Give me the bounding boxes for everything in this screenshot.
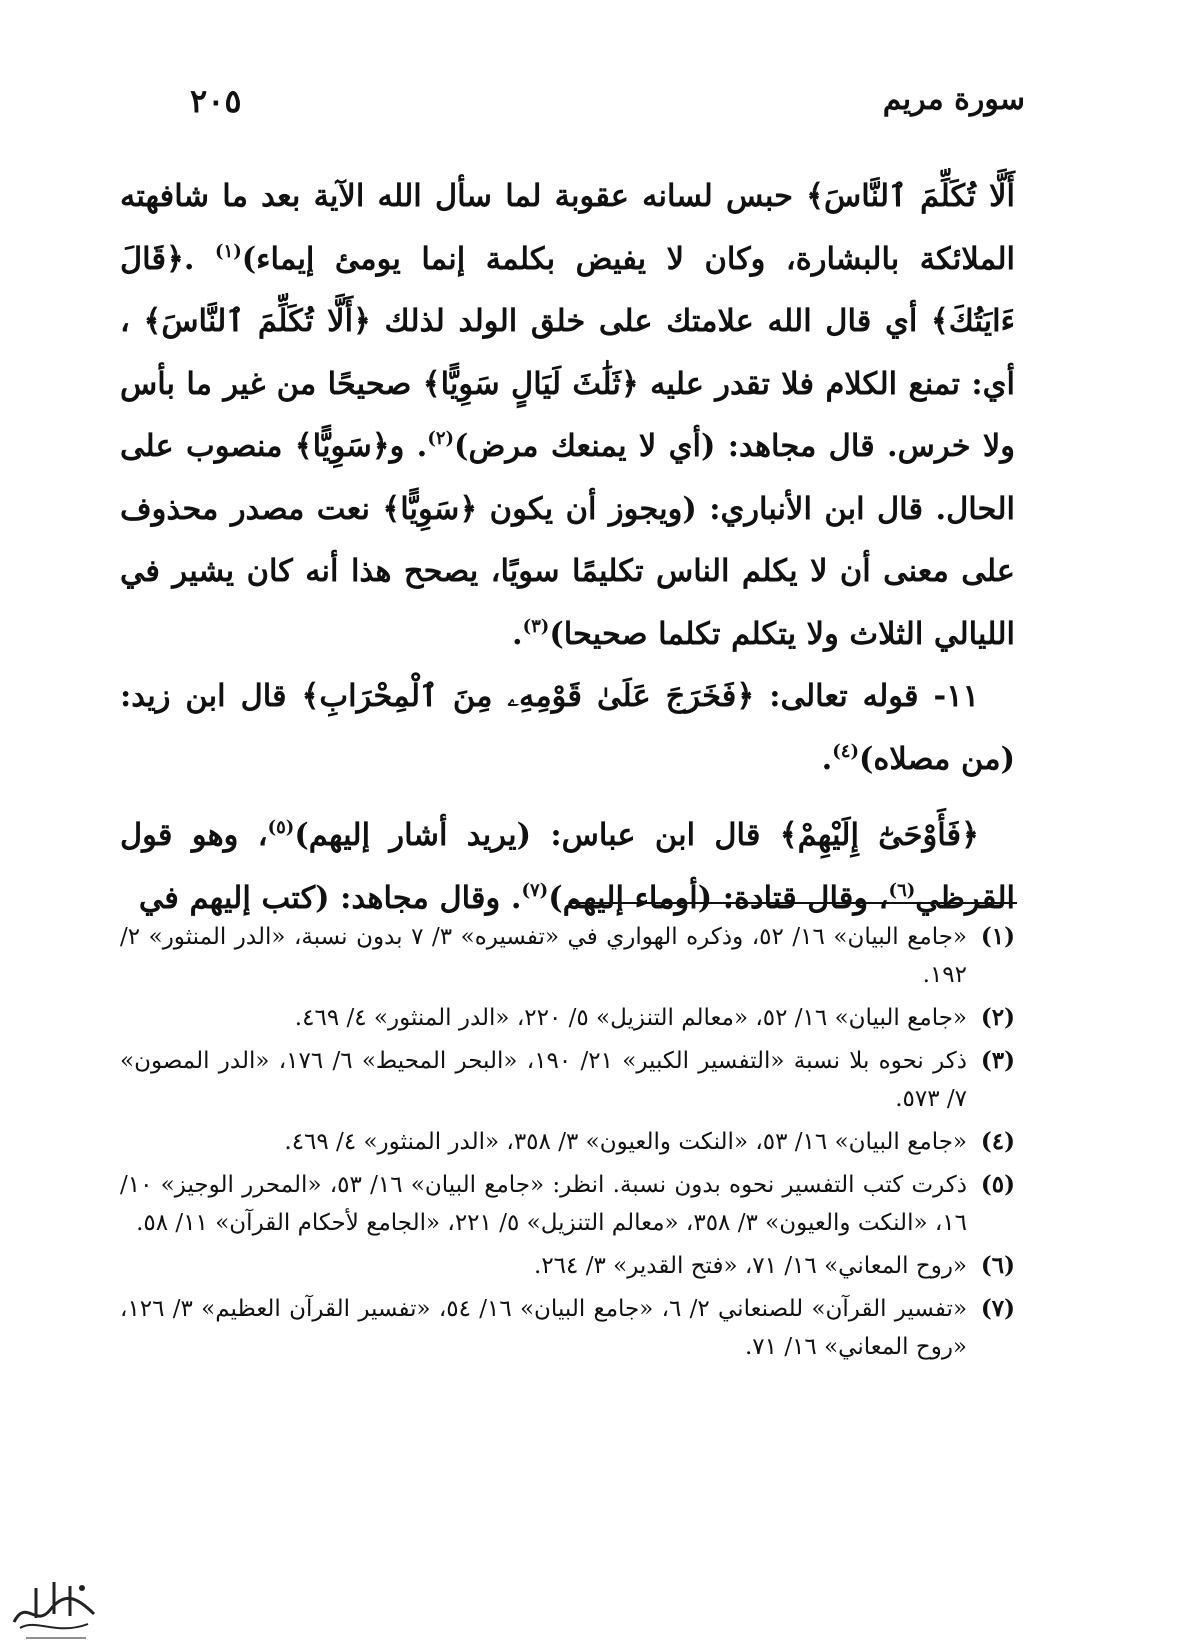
footnote-ref: (٣) (522, 615, 550, 637)
footnote-item (120, 1247, 1015, 1285)
footnote-text: «جامع البيان» ١٦/ ٥٣، «النكت والعيون» ٣/ ٣٥٨، «الدر المنثور» ٤/ ٤٦٩. (284, 1129, 967, 1155)
footnote-ref: (٤) (832, 740, 859, 762)
footnote-ref: (٧) (521, 879, 549, 901)
text-segment: ﴿فَأَوْحَىٰٓ إِلَيْهِمْ﴾ قال ابن عباس: (يريد أشار إليهم) (294, 817, 980, 853)
text-segment: . (821, 740, 833, 777)
footnote-item (120, 1290, 1015, 1366)
footnote-item (120, 1123, 1015, 1161)
text-segment: ، وقال قتادة: (أوماء إليهم) (548, 879, 889, 916)
footnote-text: ذكرت كتب التفسير نحوه بدون نسبة. انظر: «جامع البيان» ١٦/ ٥٣، «المحرر الوجيز» ١٠/ ١٦، «النكت والعيون» ٣/ ٣٥٨، «معالم التنزيل» ٥/ ٢٢١، «الجامع لأحكام القرآن» ١١/ ٥٨. (120, 1172, 967, 1236)
footnote-number: (٣) (980, 1047, 1015, 1074)
footnote-ref: (١) (215, 240, 242, 262)
text-segment: . (511, 615, 523, 652)
footnote-number: (٧) (980, 1295, 1015, 1322)
footnote-ref: (٢) (427, 428, 455, 449)
text-segment: ١١- قوله تعالى: ﴿فَخَرَجَ عَلَىٰ قَوْمِهِۦ مِنَ ٱلْمِحْرَابِ﴾ قال ابن زيد: (من مصلاه) (120, 678, 1015, 777)
footnote-text: ذكر نحوه بلا نسبة «التفسير الكبير» ٢١/ ١٩٠، «البحر المحيط» ٦/ ١٧٦، «الدر المصون» ٧/ ٥٧٣. (120, 1048, 967, 1112)
paragraph-2 (120, 665, 1015, 790)
footnotes (120, 918, 1015, 1371)
footnote-item (120, 918, 1015, 994)
paragraph-3 (120, 804, 1015, 929)
paragraph-1 (120, 165, 1015, 665)
footnote-item (120, 999, 1015, 1037)
footnote-number: (٥) (980, 1171, 1015, 1198)
footnote-text: «روح المعاني» ١٦/ ٧١، «فتح القدير» ٣/ ٢٦٤. (534, 1253, 967, 1279)
text-segment: أَلَّا تُكَلِّمَ ٱلنَّاسَ﴾ حبس لسانه عقوبة لما سأل الله الآية بعد ما شافهته الملائكة بالبشارة، وكان لا يفيض بكلمة إنما يومئ إيماء) (120, 178, 1015, 277)
footnote-item (120, 1166, 1015, 1242)
main-text (120, 165, 1015, 929)
page-header (190, 82, 1025, 132)
text-segment: ، وهو قول القرظي (120, 817, 1015, 916)
footnote-number: (٤) (980, 1128, 1015, 1155)
footnote-number: (٢) (980, 1004, 1015, 1031)
footnote-number: (١) (980, 923, 1015, 950)
footnote-item (120, 1042, 1015, 1118)
footnote-ref: (٥) (267, 817, 295, 838)
page-number: ٢٠٥ (190, 82, 242, 120)
footnote-text: «جامع البيان» ١٦/ ٥٢، «معالم التنزيل» ٥/ ٢٢٠، «الدر المنثور» ٤/ ٤٦٩. (294, 1005, 967, 1031)
publisher-logo-icon (6, 1558, 102, 1648)
text-segment: .﴿قَالَ ءَايَتُكَ﴾ أي قال الله علامتك على خلق الولد لذلك ﴿أَلَّا تُكَلِّمَ ٱلنَّاسَ﴾ ، أي: تمنع الكلام فلا تقدر عليه ﴿ثَلَٰثَ لَيَالٍ سَوِيًّا﴾ صحيحًا من غير ما بأس ولا خرس. قال مجاهد: (أي لا يمنعك مرض) (120, 240, 1015, 464)
text-segment: . و﴿سَوِيًّا﴾ منصوب على الحال. قال ابن الأنباري: (ويجوز أن يكون ﴿سَوِيًّا﴾ نعت مصدر محذوف على معنى أن لا يكلم الناس تكليمًا سويًا، يصحح هذا أنه كان يشير في الليالي الثلاث ولا يتكلم تكلما صحيحا) (120, 428, 1015, 652)
text-segment: . وقال مجاهد: (كتب إليهم في (138, 879, 522, 916)
footnote-text: «جامع البيان» ١٦/ ٥٢، وذكره الهواري في «تفسيره» ٣/ ٧ بدون نسبة، «الدر المنثور» ٢/ ١٩٢. (120, 924, 967, 988)
footnote-number: (٦) (980, 1252, 1015, 1279)
footnote-divider (570, 902, 1017, 904)
footnote-ref: (٦) (888, 879, 916, 901)
surah-title: سورة مريم (882, 82, 1025, 117)
footnote-text: «تفسير القرآن» للصنعاني ٢/ ٦، «جامع البيان» ١٦/ ٥٤، «تفسير القرآن العظيم» ٣/ ١٢٦، «روح المعاني» ١٦/ ٧١. (120, 1296, 968, 1360)
